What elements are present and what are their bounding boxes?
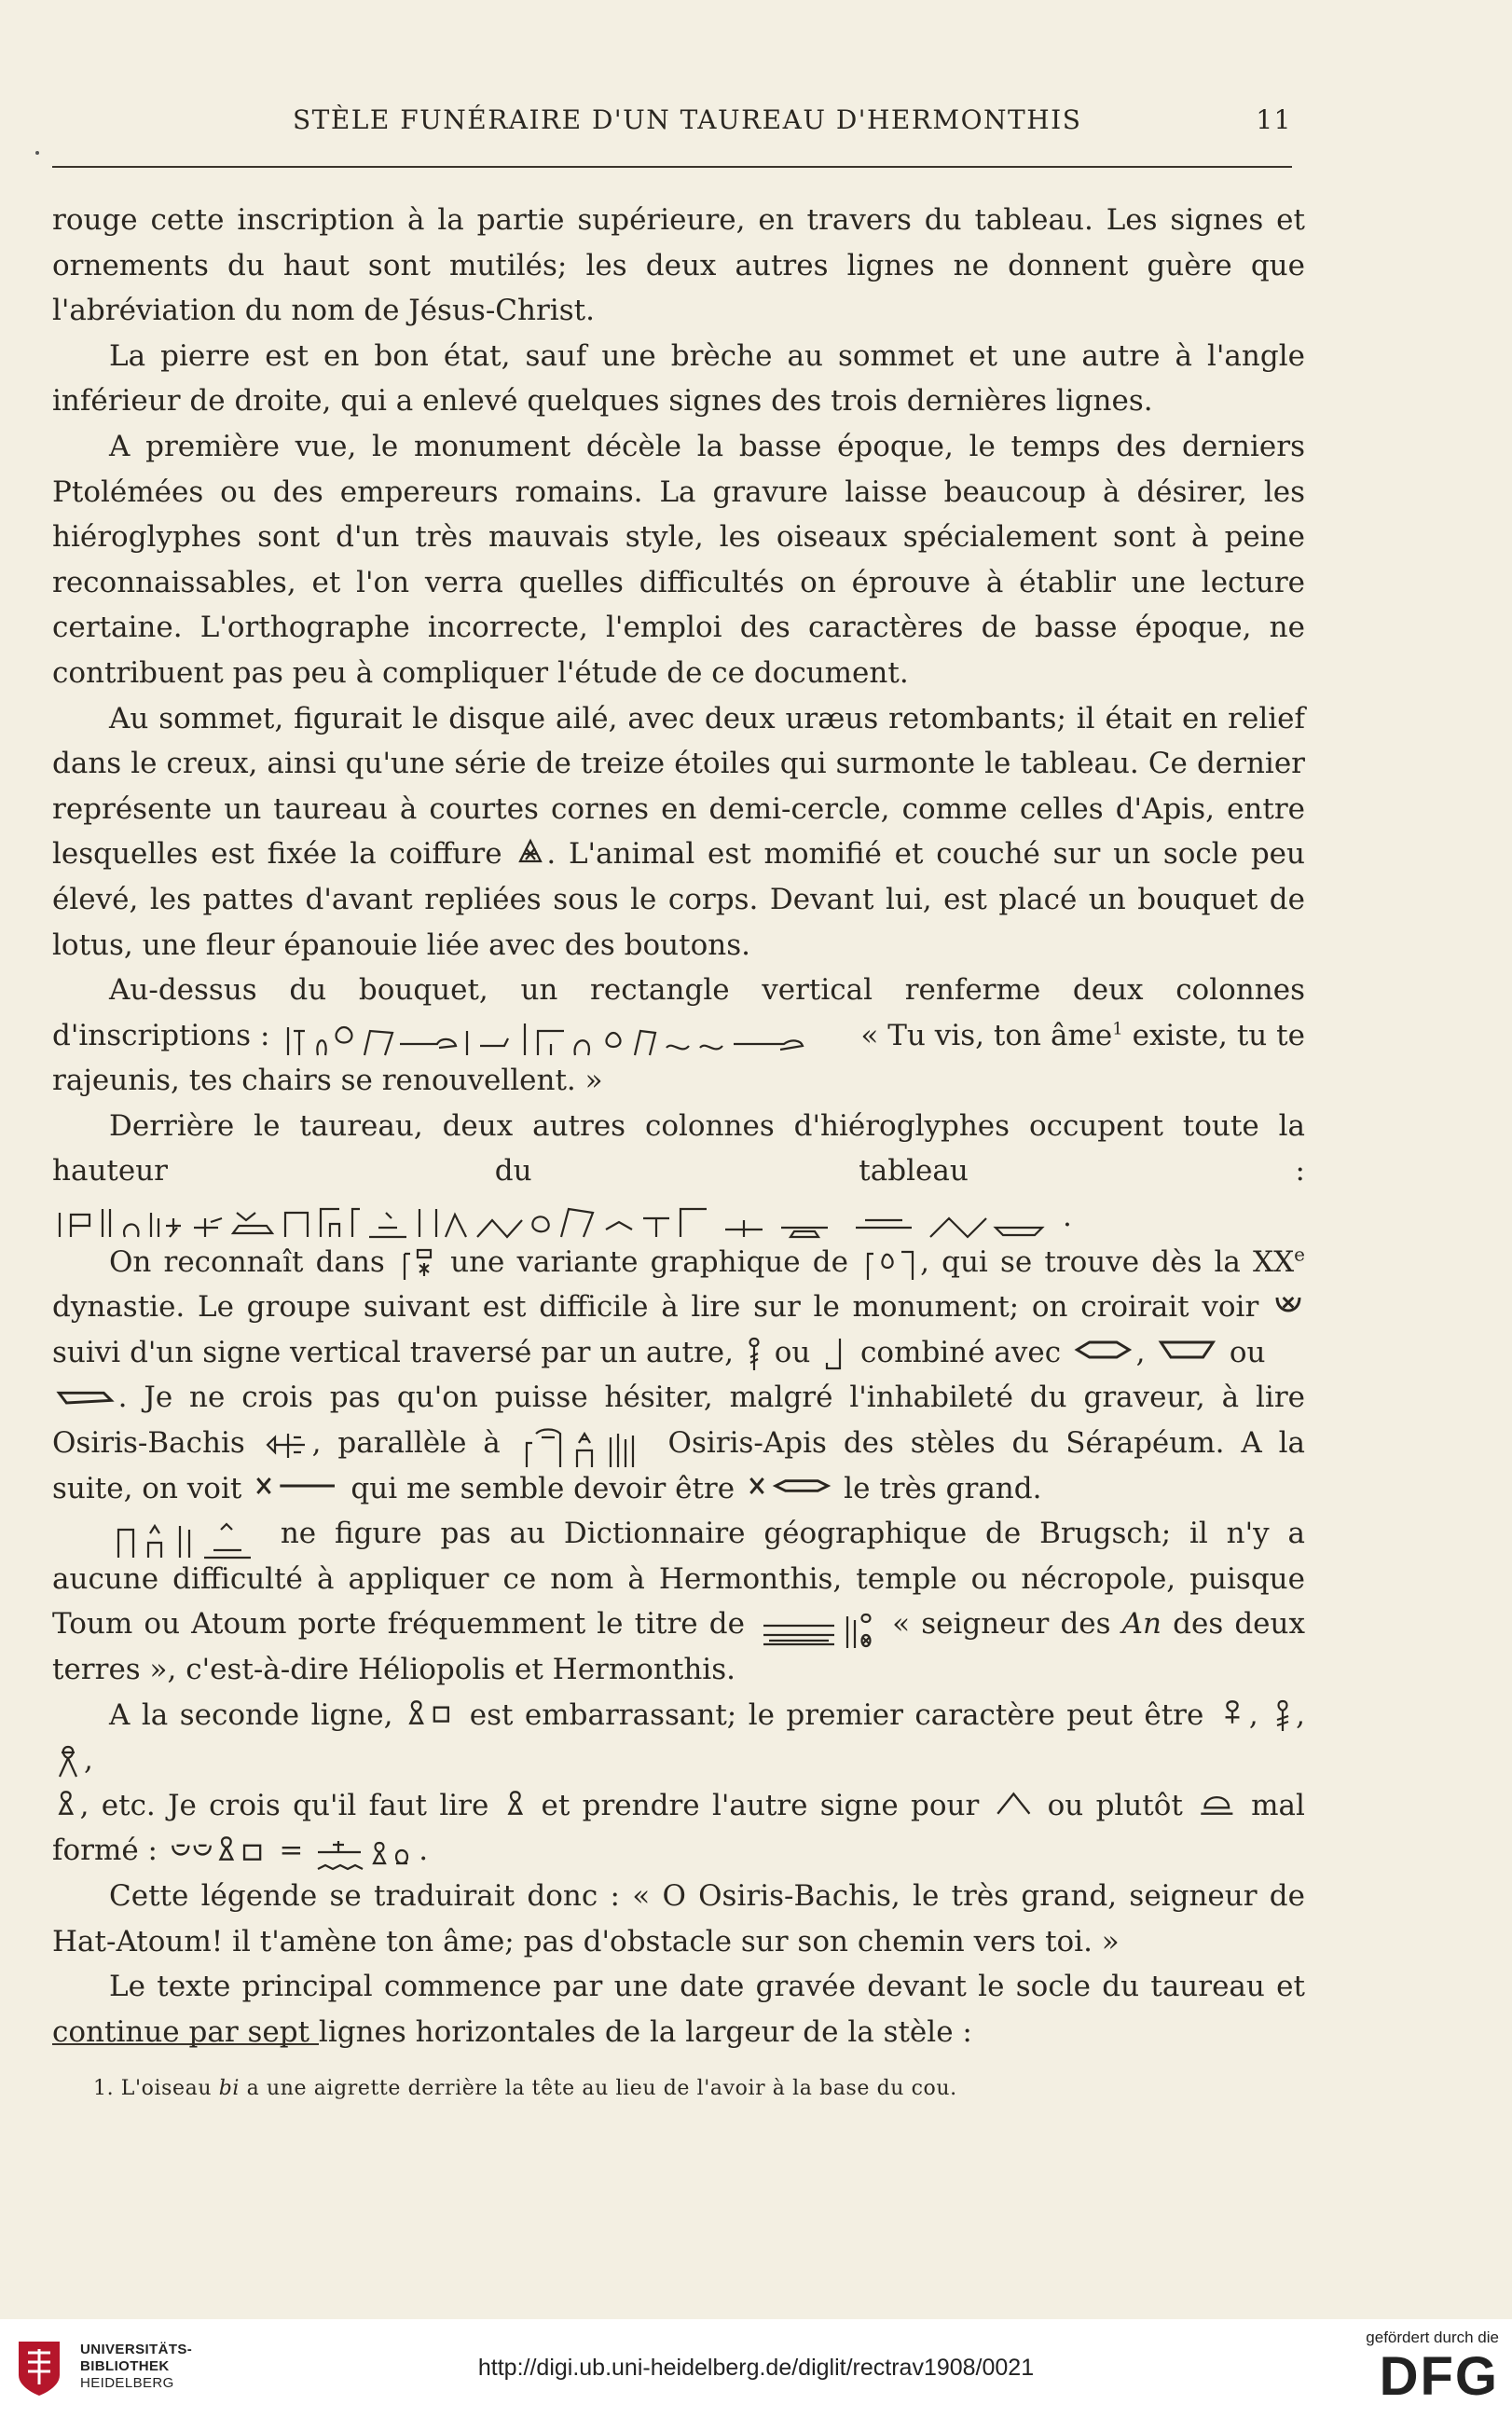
hieroglyph-group-icon	[111, 1517, 260, 1554]
source-url-link[interactable]: http://digi.ub.uni-heidelberg.de/diglit/rectrav1908/0021	[477, 2355, 1035, 2381]
header-rule	[52, 166, 1292, 168]
hieroglyph-group-icon	[54, 1200, 1061, 1237]
hieroglyph-group-icon	[821, 1335, 849, 1372]
hieroglyph-group-icon	[54, 1381, 117, 1418]
hieroglyph-group-icon	[406, 1697, 456, 1735]
hieroglyph-group-icon	[746, 1471, 832, 1508]
paragraph-text: La pierre est en bon état, sauf une brèche au sommet et une autre à l'angle inférieur de droite, qui a enlevé quelques signes des trois dernières lignes.	[52, 338, 1305, 419]
paragraph-text: A première vue, le monument décèle la basse époque, le temps des derniers Ptolémées ou des empereurs romains. La gravure laisse beaucoup à désirer, les hiéroglyphes sont d'un très mauvais style, les oiseaux spécialement sont à peine reconnaissables, et l'on verra quelles difficultés on éprouve à établir une lecture certaine. L'orthographe incorrecte, l'emploi des caractères de basse époque, ne contribuent pas peu à compliquer l'étude de ce document.	[52, 429, 1305, 690]
paragraph-text: Au sommet, figurait le disque ailé, avec deux uræus retombants; il était en relief dans le creux, ainsi qu'une série de treize étoiles qui surmonte le tableau. Ce dernier représente un taureau à courtes cornes en demi-cercle, comme celles d'Apis, entre lesquelles est fixée la coiffure	[52, 701, 1305, 872]
paragraph-text: On reconnaît dans	[109, 1244, 385, 1279]
paragraph-text: ou plutôt	[1047, 1788, 1183, 1822]
print-speck	[35, 151, 39, 155]
paragraph	[52, 1874, 1305, 1964]
footnote-marker: 1.	[93, 2077, 115, 2100]
hieroglyph-group-icon	[1197, 1788, 1237, 1825]
paragraph-text: mal formé :	[52, 1788, 1305, 1868]
hieroglyph-group-icon	[519, 1426, 650, 1463]
digitization-footer	[0, 2319, 1512, 2418]
paragraph-text: =	[279, 1834, 304, 1868]
hieroglyph-group-icon	[399, 1244, 436, 1282]
apis-headdress-icon	[516, 837, 544, 874]
paragraph-text: Cette légende se traduirait donc : « O Osiris-Bachis, le très grand, seigneur de Hat-Atoum! il t'amène ton âme; pas d'obstacle sur son chemin vers toi. »	[52, 1878, 1305, 1958]
paragraph-text: et prendre l'autre signe pour	[541, 1788, 980, 1822]
footnote-text: a une aigrette derrière la tête au lieu de l'avoir à la base du cou.	[246, 2077, 957, 2100]
paragraph	[52, 968, 1305, 1104]
footnote-text: L'oiseau	[120, 2077, 213, 2100]
sponsor-label: gefördert durch die	[1366, 2329, 1499, 2346]
hieroglyph-group-icon	[994, 1788, 1034, 1825]
paragraph-text: qui me semble devoir être	[351, 1471, 735, 1505]
footnote	[93, 2077, 1305, 2100]
paragraph-text: Osiris-Apis des stèles du Sérapéum. A la suite, on voit	[52, 1426, 1306, 1505]
hieroglyph-group-icon	[758, 1607, 879, 1644]
paragraph	[52, 1693, 1305, 1874]
hieroglyph-group-icon	[314, 1834, 417, 1871]
paragraph-text: ,	[1248, 1697, 1258, 1732]
paragraph-text: . L'animal est momifié et couché sur un socle peu élevé, les pattes d'avant repliées sous le corps. Devant lui, est placé un bouquet de lotus, une fleur épanouie liée avec des boutons.	[52, 837, 1305, 962]
hieroglyph-group-icon	[169, 1834, 268, 1871]
paragraph-text: ou	[774, 1335, 811, 1369]
paragraph-text: ne figure pas au Dictionnaire géographique de Brugsch; il n'y a aucune difficulté à appliquer ce nom à Hermonthis, temple ou nécropole, puisque Toum ou Atoum porte fréquemment le titre de	[52, 1517, 1305, 1642]
paragraph-text: , qui se trouve dès la XX	[920, 1244, 1295, 1279]
paragraph	[52, 1104, 1305, 1240]
main-text	[52, 198, 1305, 2054]
paragraph	[52, 198, 1305, 334]
running-header	[52, 101, 1292, 142]
hieroglyph-group-icon	[1273, 1290, 1303, 1327]
paragraph-text: , parallèle à	[311, 1426, 501, 1461]
paragraph	[52, 1240, 1305, 1512]
paragraph-text: .	[419, 1834, 429, 1868]
hieroglyph-group-icon	[54, 1788, 78, 1825]
hieroglyph-group-icon	[745, 1335, 763, 1372]
paragraph-text: « Tu vis, ton âme	[860, 1018, 1113, 1052]
hieroglyph-group-icon	[503, 1788, 528, 1825]
paragraph-text: le très grand.	[844, 1471, 1042, 1505]
hieroglyph-group-icon	[1072, 1335, 1134, 1372]
paragraph	[52, 1511, 1305, 1692]
hieroglyph-group-icon	[1217, 1697, 1247, 1735]
italic-term: bi	[218, 2077, 241, 2100]
page-number: 11	[1256, 104, 1292, 135]
paragraph-text: A la seconde ligne,	[109, 1697, 393, 1732]
footnote-rule	[52, 2043, 319, 2045]
hieroglyph-group-icon	[253, 1471, 339, 1508]
paragraph-text: .	[1063, 1200, 1072, 1234]
paragraph-text: existe, tu te rajeunis, tes chairs se renouvellent. »	[52, 1018, 1305, 1098]
paragraph-text: des deux terres », c'est-à-dire Héliopolis et Hermonthis.	[52, 1607, 1305, 1686]
hieroglyph-group-icon	[1156, 1335, 1218, 1372]
hieroglyph-group-icon	[1271, 1697, 1294, 1735]
dfg-logo: DFG	[1379, 2346, 1499, 2407]
sponsor-block	[1340, 2329, 1499, 2407]
paragraph-text: rouge cette inscription à la partie supérieure, en travers du tableau. Les signes et ornements du haut sont mutilés; les deux autres lignes ne donnent guère que l'abréviation du nom de Jésus-Christ.	[52, 203, 1305, 328]
footnote-reference: 1	[1112, 1019, 1123, 1039]
paragraph-text: . Je ne crois pas qu'on puisse hésiter, malgré l'inhabileté du graveur, à lire Osiris-Bachis	[52, 1381, 1305, 1461]
institution-line: HEIDELBERG	[80, 2375, 174, 2391]
italic-term: An	[1121, 1607, 1162, 1642]
paragraph	[52, 334, 1305, 424]
paragraph-text: ,	[84, 1743, 93, 1778]
hieroglyph-group-icon	[281, 1018, 859, 1055]
paragraph-text: « seigneur des	[892, 1607, 1111, 1642]
paragraph-text: Le texte principal commence par une date gravée devant le socle du taureau et continue par sept lignes horizontales de la largeur de la stèle :	[52, 1970, 1305, 2049]
ordinal-superscript: e	[1294, 1243, 1305, 1266]
paragraph	[52, 696, 1305, 969]
paragraph-text: est embarrassant; le premier caractère peut être	[469, 1697, 1204, 1732]
paragraph-text: suivi d'un signe vertical traversé par un autre,	[52, 1335, 734, 1369]
hieroglyph-group-icon	[264, 1426, 310, 1463]
institution-line: UNIVERSITÄTS-	[80, 2342, 193, 2357]
paragraph-text: dynastie. Le groupe suivant est difficile à lire sur le monument; on croirait voir	[52, 1290, 1259, 1325]
paragraph-text: , etc. Je crois qu'il faut lire	[79, 1788, 489, 1822]
paragraph-text: Derrière le taureau, deux autres colonnes d'hiéroglyphes occupent toute la hauteur du tableau :	[52, 1108, 1305, 1188]
paragraph-text: ,	[1135, 1335, 1146, 1369]
paragraph	[52, 1964, 1305, 2054]
institution-line: BIBLIOTHEK	[80, 2358, 170, 2374]
paragraph-text: ,	[1296, 1697, 1306, 1732]
hieroglyph-group-icon	[862, 1244, 918, 1282]
paragraph-text: une variante graphique de	[450, 1244, 848, 1279]
paragraph-text: ou	[1229, 1335, 1266, 1369]
running-title: STÈLE FUNÉRAIRE D'UN TAUREAU D'HERMONTHIS	[293, 104, 1082, 135]
hieroglyph-group-icon	[54, 1743, 82, 1780]
paragraph	[52, 424, 1305, 696]
paragraph-text: Au-dessus du bouquet, un rectangle vertical renferme deux colonnes d'inscriptions :	[52, 973, 1305, 1052]
paragraph-text: combiné avec	[860, 1335, 1062, 1369]
